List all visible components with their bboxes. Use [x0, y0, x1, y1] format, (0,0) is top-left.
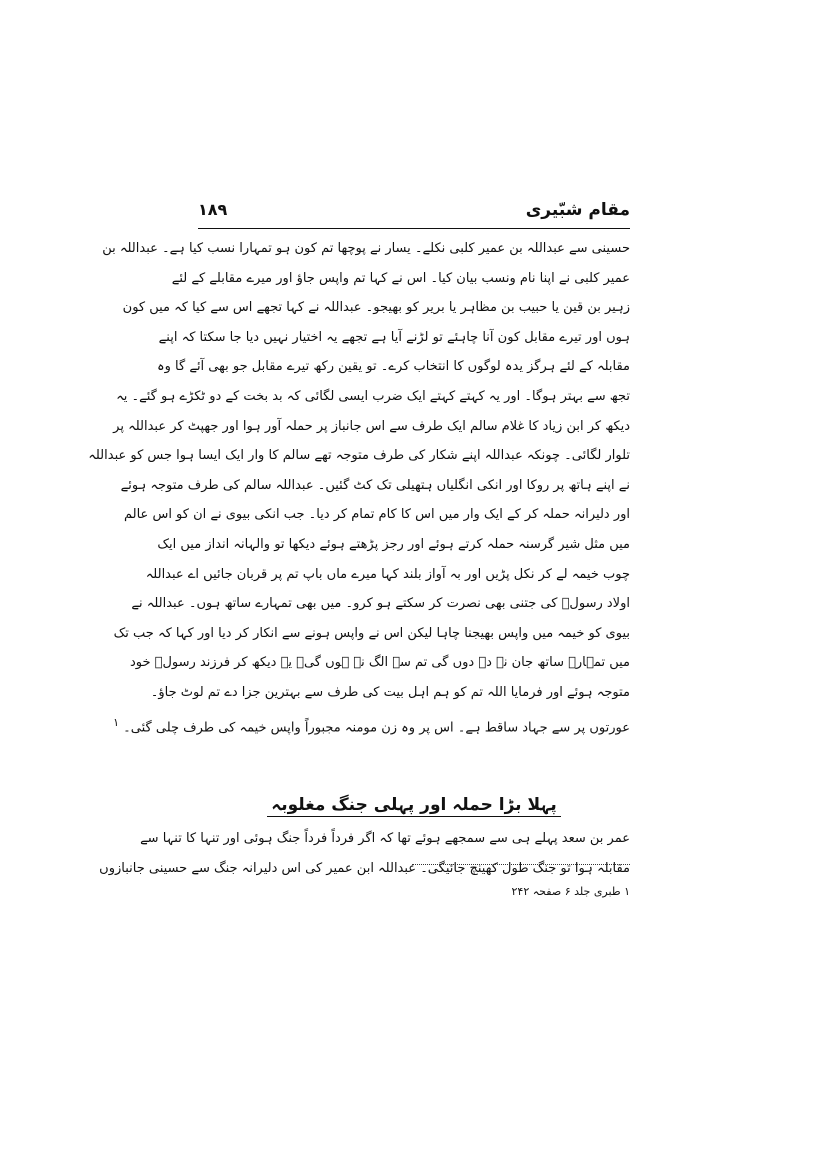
page-number: ۱۸۹ [198, 200, 228, 219]
text-line: دیکھ کر ابن زیاد کا غلام سالم ایک طرف سے اس جانباز پر حملہ آور ہوا اور جھپٹ کر عبداللہ پر [113, 418, 630, 434]
text-line: میں مثل شیر گرسنہ حملہ کرتے ہوئے اور رجز پڑھتے ہوئے دیکھا تو والہانہ انداز میں ایک [157, 536, 630, 552]
text-line-content: عورتوں پر سے جہاد ساقط ہے۔ اس پر وہ زن مومنہ مجبوراً واپس خیمہ کی طرف چلی گئی۔ [123, 719, 630, 735]
text-line: اور دلیرانہ حملہ کر کے ایک وار میں اس کا کام تمام کر دیا۔ جب انکی بیوی نے ان کو اس عالم [123, 507, 630, 523]
text-line [113, 708, 630, 738]
text-line: بیوی کو خیمہ میں واپس بھیجنا چاہا لیکن اس نے واپس ہونے سے انکار کر دیا اور کہا کہ جب تک [113, 625, 630, 641]
section-heading-text: پہلا بڑا حملہ اور پہلی جنگ مغلوبہ [267, 795, 560, 817]
main-text-continued [99, 824, 630, 883]
text-line: عمیر کلبی نے اپنا نام ونسب بیان کیا۔ اس نے کہا تم واپس جاؤ اور میرے مقابلے کے لئے [171, 270, 630, 286]
header-rule [198, 228, 630, 229]
page-header [198, 196, 630, 228]
text-line: حسینی سے عبداللہ بن عمیر کلبی نکلے۔ یسار نے پوچھا تم کون ہو تمہارا نسب کیا ہے۔ عبداللہ بن [102, 241, 630, 256]
text-line: تلوار لگائی۔ چونکہ عبداللہ اپنے شکار کی طرف متوجہ تھے سالم کا وار ایک ایسا ہوا جس کو عبداللہ [88, 448, 630, 464]
text-line: میں تمہارے ساتھ جان نہ دے دوں گی تم سے الگ نہ ہوں گی۔ یہ دیکھ کر فرزند رسولؐ خود [130, 655, 630, 671]
footnote-separator [412, 864, 630, 865]
text-line: مقابلہ ہوا تو جنگ طول کھینچ جائیگی۔ عبداللہ ابن عمیر کی اس دلیرانہ جنگ سے حسینی جانبازوں [99, 860, 630, 876]
text-line: مقابلہ کے لئے ہرگز یدہ لوگوں کا انتخاب کرے۔ تو یقین رکھ تیرے مقابل جو بھی آئے گا وہ [157, 359, 630, 375]
text-line: زہیر بن قین یا حبیب بن مظاہر یا بریر کو بھیجو۔ عبداللہ نے کہا تجھے اس سے کیا کہ میں کون [122, 300, 630, 316]
text-line: عمر بن سعد پہلے ہی سے سمجھے ہوئے تھا کہ اگر فرداً فرداً جنگ ہوئی اور تنہا کا تنہا سے [140, 831, 630, 846]
section-heading [198, 790, 630, 820]
text-line: اولاد رسولؐ کی جتنی بھی نصرت کر سکتے ہو کرو۔ میں بھی تمہارے ساتھ ہوں۔ عبداللہ نے [131, 596, 630, 612]
running-head: مقام شبّیری [525, 200, 630, 220]
text-line: ہوں اور تیرے مقابل کون آنا چاہئے تو لڑنے آیا ہے تجھے یہ اختیار نہیں دیا جا سکتا کہ اپنے [158, 329, 630, 345]
text-line: نے اپنے ہاتھ پر روکا اور انکی انگلیاں ہتھیلی تک کٹ گئیں۔ عبداللہ سالم کی طرف متوجہ ہوئے [120, 477, 630, 493]
footnote-reference: ۱ [113, 715, 120, 729]
main-text [88, 234, 630, 737]
text-line: تجھ سے بہتر ہوگا۔ اور یہ کہتے کہتے ایک ضرب ایسی لگائی کہ بد بخت کے دو ٹکڑے ہو گئے۔ یہ [116, 388, 630, 404]
footnote: ۱ طبری جلد ۶ صفحہ ۲۴۲ [511, 885, 630, 898]
text-line: متوجہ ہوئے اور فرمایا اللہ تم کو ہم اہل بیت کی طرف سے بہترین جزا دے تم لوٹ جاؤ۔ [150, 684, 630, 700]
text-line: چوب خیمہ لے کر نکل پڑیں اور بہ آواز بلند کہا میرے ماں باپ تم پر قربان جائیں اے عبداللہ [145, 566, 630, 582]
